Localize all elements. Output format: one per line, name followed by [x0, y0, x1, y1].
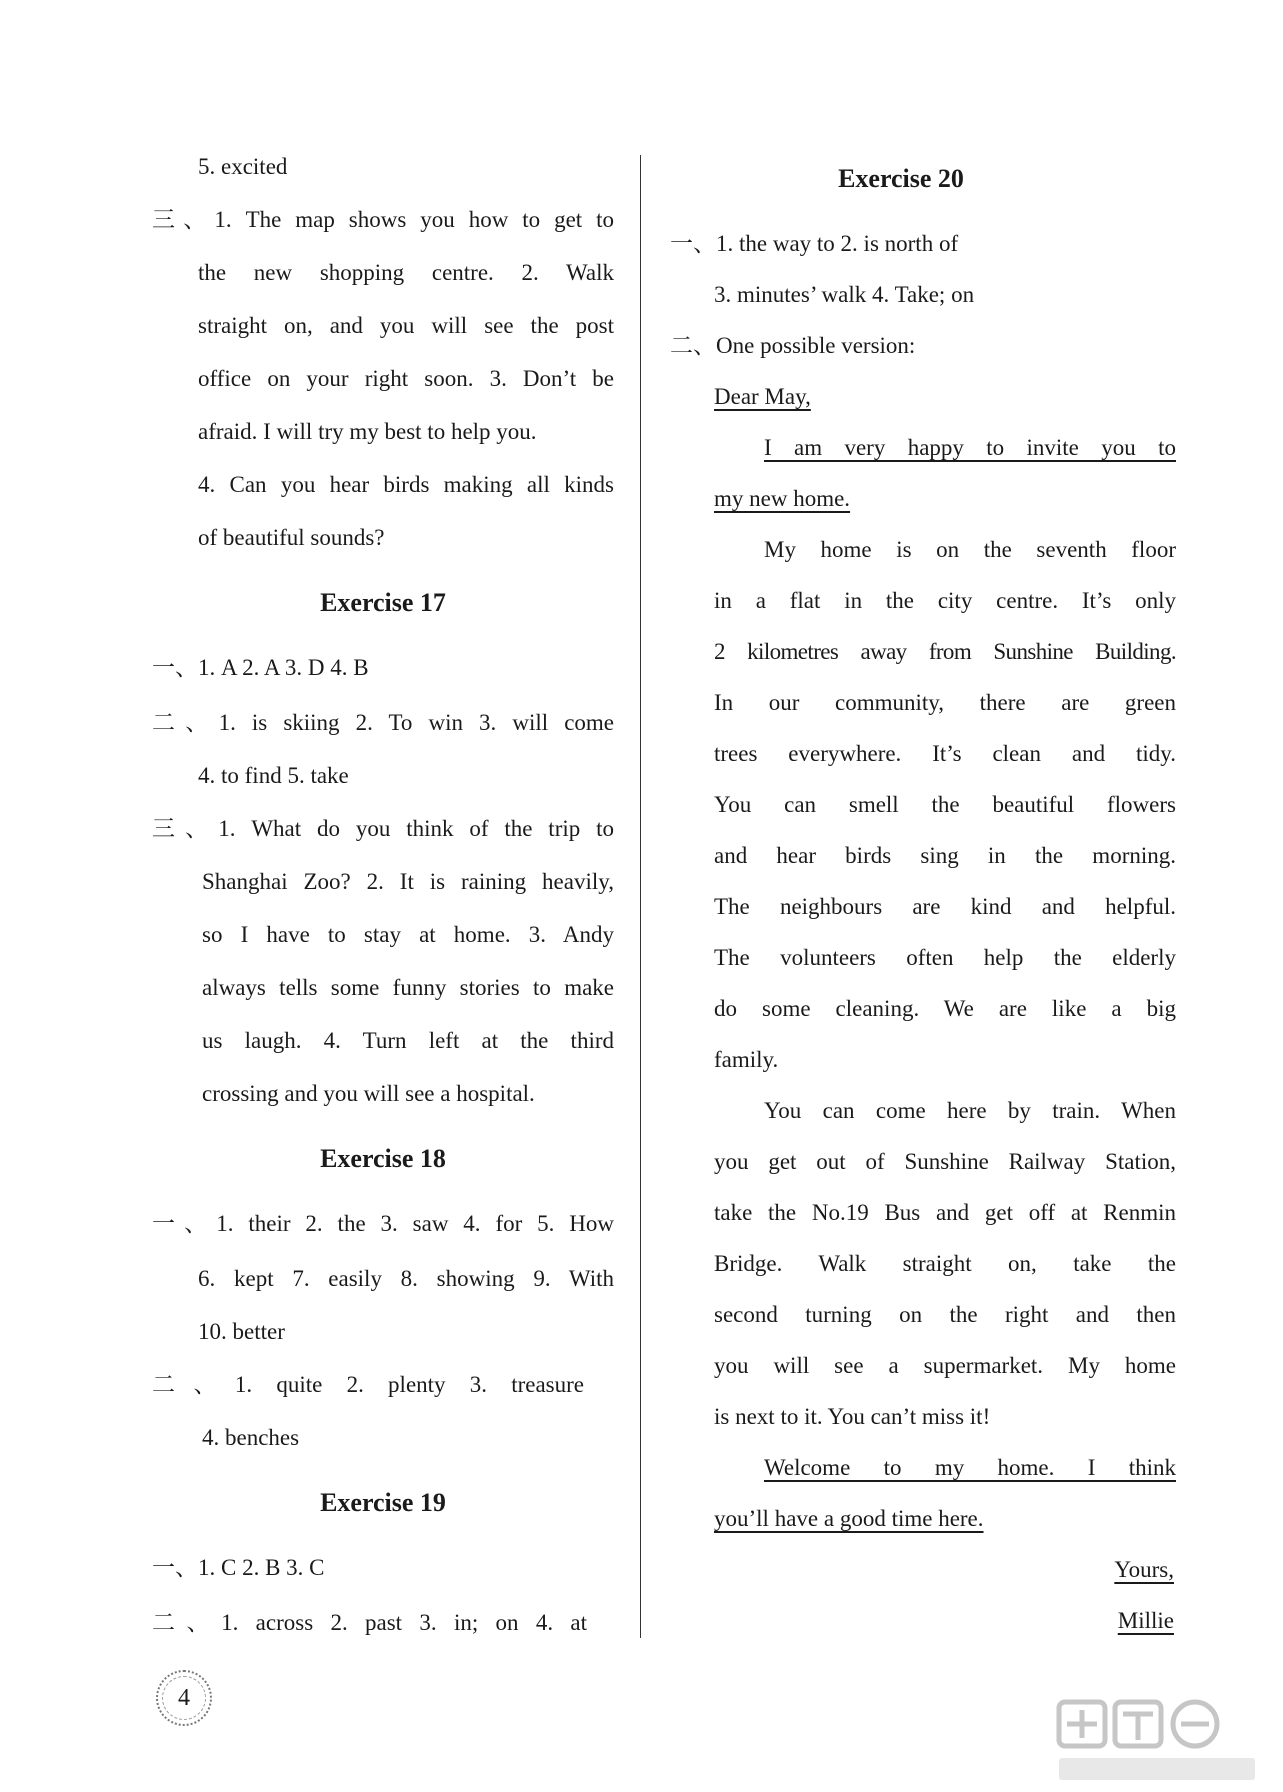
- letter-line: In our community, there are green: [714, 690, 1176, 715]
- answer-line: 10. better: [198, 1319, 285, 1344]
- answer-line: 二、1. is skiing 2. To win 3. will come: [152, 710, 614, 735]
- letter-line: trees everywhere. It’s clean and tidy.: [714, 741, 1176, 766]
- exercise-heading: Exercise 20: [838, 164, 964, 193]
- answer-line: 三、1. The map shows you how to get to: [152, 207, 614, 232]
- letter-line: take the No.19 Bus and get off at Renmin: [714, 1200, 1176, 1225]
- exercise-heading: Exercise 17: [320, 588, 446, 617]
- letter-line: is next to it. You can’t miss it!: [714, 1404, 991, 1429]
- watermark-logo-icon: [1053, 1696, 1263, 1784]
- letter-closing: Yours,: [1114, 1557, 1174, 1582]
- answer-line: 6. kept 7. easily 8. showing 9. With: [198, 1266, 614, 1291]
- answer-line: of beautiful sounds?: [198, 525, 385, 550]
- letter-line: Welcome to my home. I think: [764, 1455, 1176, 1480]
- letter-line: second turning on the right and then: [714, 1302, 1176, 1327]
- answer-line: 一、1. A 2. A 3. D 4. B: [152, 655, 369, 680]
- exercise-heading: Exercise 18: [320, 1144, 446, 1173]
- answer-line: 一、1. their 2. the 3. saw 4. for 5. How: [152, 1211, 614, 1236]
- answer-line: 三、1. What do you think of the trip to: [152, 816, 614, 841]
- letter-line: you will see a supermarket. My home: [714, 1353, 1176, 1378]
- answer-line: 二、1. quite 2. plenty 3. treasure: [152, 1372, 584, 1397]
- page-number-badge: [156, 1670, 212, 1726]
- answer-line: 5. excited: [198, 154, 288, 179]
- letter-line: My home is on the seventh floor: [764, 537, 1176, 562]
- letter-greeting: Dear May,: [714, 384, 811, 409]
- answer-line: straight on, and you will see the post: [198, 313, 614, 338]
- letter-line: in a flat in the city centre. It’s only: [714, 588, 1176, 613]
- answer-line: crossing and you will see a hospital.: [202, 1081, 535, 1106]
- letter-line: my new home.: [714, 486, 851, 511]
- exercise-heading: Exercise 19: [320, 1488, 446, 1517]
- answer-line: us laugh. 4. Turn left at the third: [202, 1028, 614, 1053]
- letter-line: You can smell the beautiful flowers: [714, 792, 1176, 817]
- answer-line: afraid. I will try my best to help you.: [198, 419, 537, 444]
- letter-line: you get out of Sunshine Railway Station,: [714, 1149, 1176, 1174]
- letter-line: You can come here by train. When: [764, 1098, 1176, 1123]
- answer-line: 3. minutes’ walk 4. Take; on: [714, 282, 975, 307]
- answer-line: 4. to find 5. take: [198, 763, 349, 788]
- answer-line: 二、One possible version:: [670, 333, 916, 358]
- answer-line: 4. benches: [202, 1425, 300, 1450]
- answer-line: so I have to stay at home. 3. Andy: [202, 922, 614, 947]
- answer-line: 二、1. across 2. past 3. in; on 4. at: [152, 1610, 587, 1635]
- answer-line: 一、1. C 2. B 3. C: [152, 1555, 325, 1580]
- letter-line: do some cleaning. We are like a big: [714, 996, 1176, 1021]
- answer-line: always tells some funny stories to make: [202, 975, 614, 1000]
- letter-signature: Millie: [1117, 1608, 1174, 1633]
- letter-line: 2 kilometres away from Sunshine Building.: [714, 639, 1176, 664]
- letter-line: The neighbours are kind and helpful.: [714, 894, 1176, 919]
- letter-line: I am very happy to invite you to: [764, 435, 1176, 460]
- answer-line: Shanghai Zoo? 2. It is raining heavily,: [202, 869, 614, 894]
- letter-line: The volunteers often help the elderly: [714, 945, 1176, 970]
- answer-line: 一、1. the way to 2. is north of: [670, 231, 959, 256]
- answer-line: office on your right soon. 3. Don’t be: [198, 366, 614, 391]
- answer-line: the new shopping centre. 2. Walk: [198, 260, 614, 285]
- page-number: 4: [162, 1676, 206, 1720]
- letter-line: and hear birds sing in the morning.: [714, 843, 1176, 868]
- letter-line: Bridge. Walk straight on, take the: [714, 1251, 1176, 1276]
- answer-line: 4. Can you hear birds making all kinds: [198, 472, 614, 497]
- letter-line: family.: [714, 1047, 779, 1072]
- column-divider: [640, 155, 641, 1638]
- letter-line: you’ll have a good time here.: [714, 1506, 984, 1531]
- watermark-logo: [1053, 1696, 1263, 1784]
